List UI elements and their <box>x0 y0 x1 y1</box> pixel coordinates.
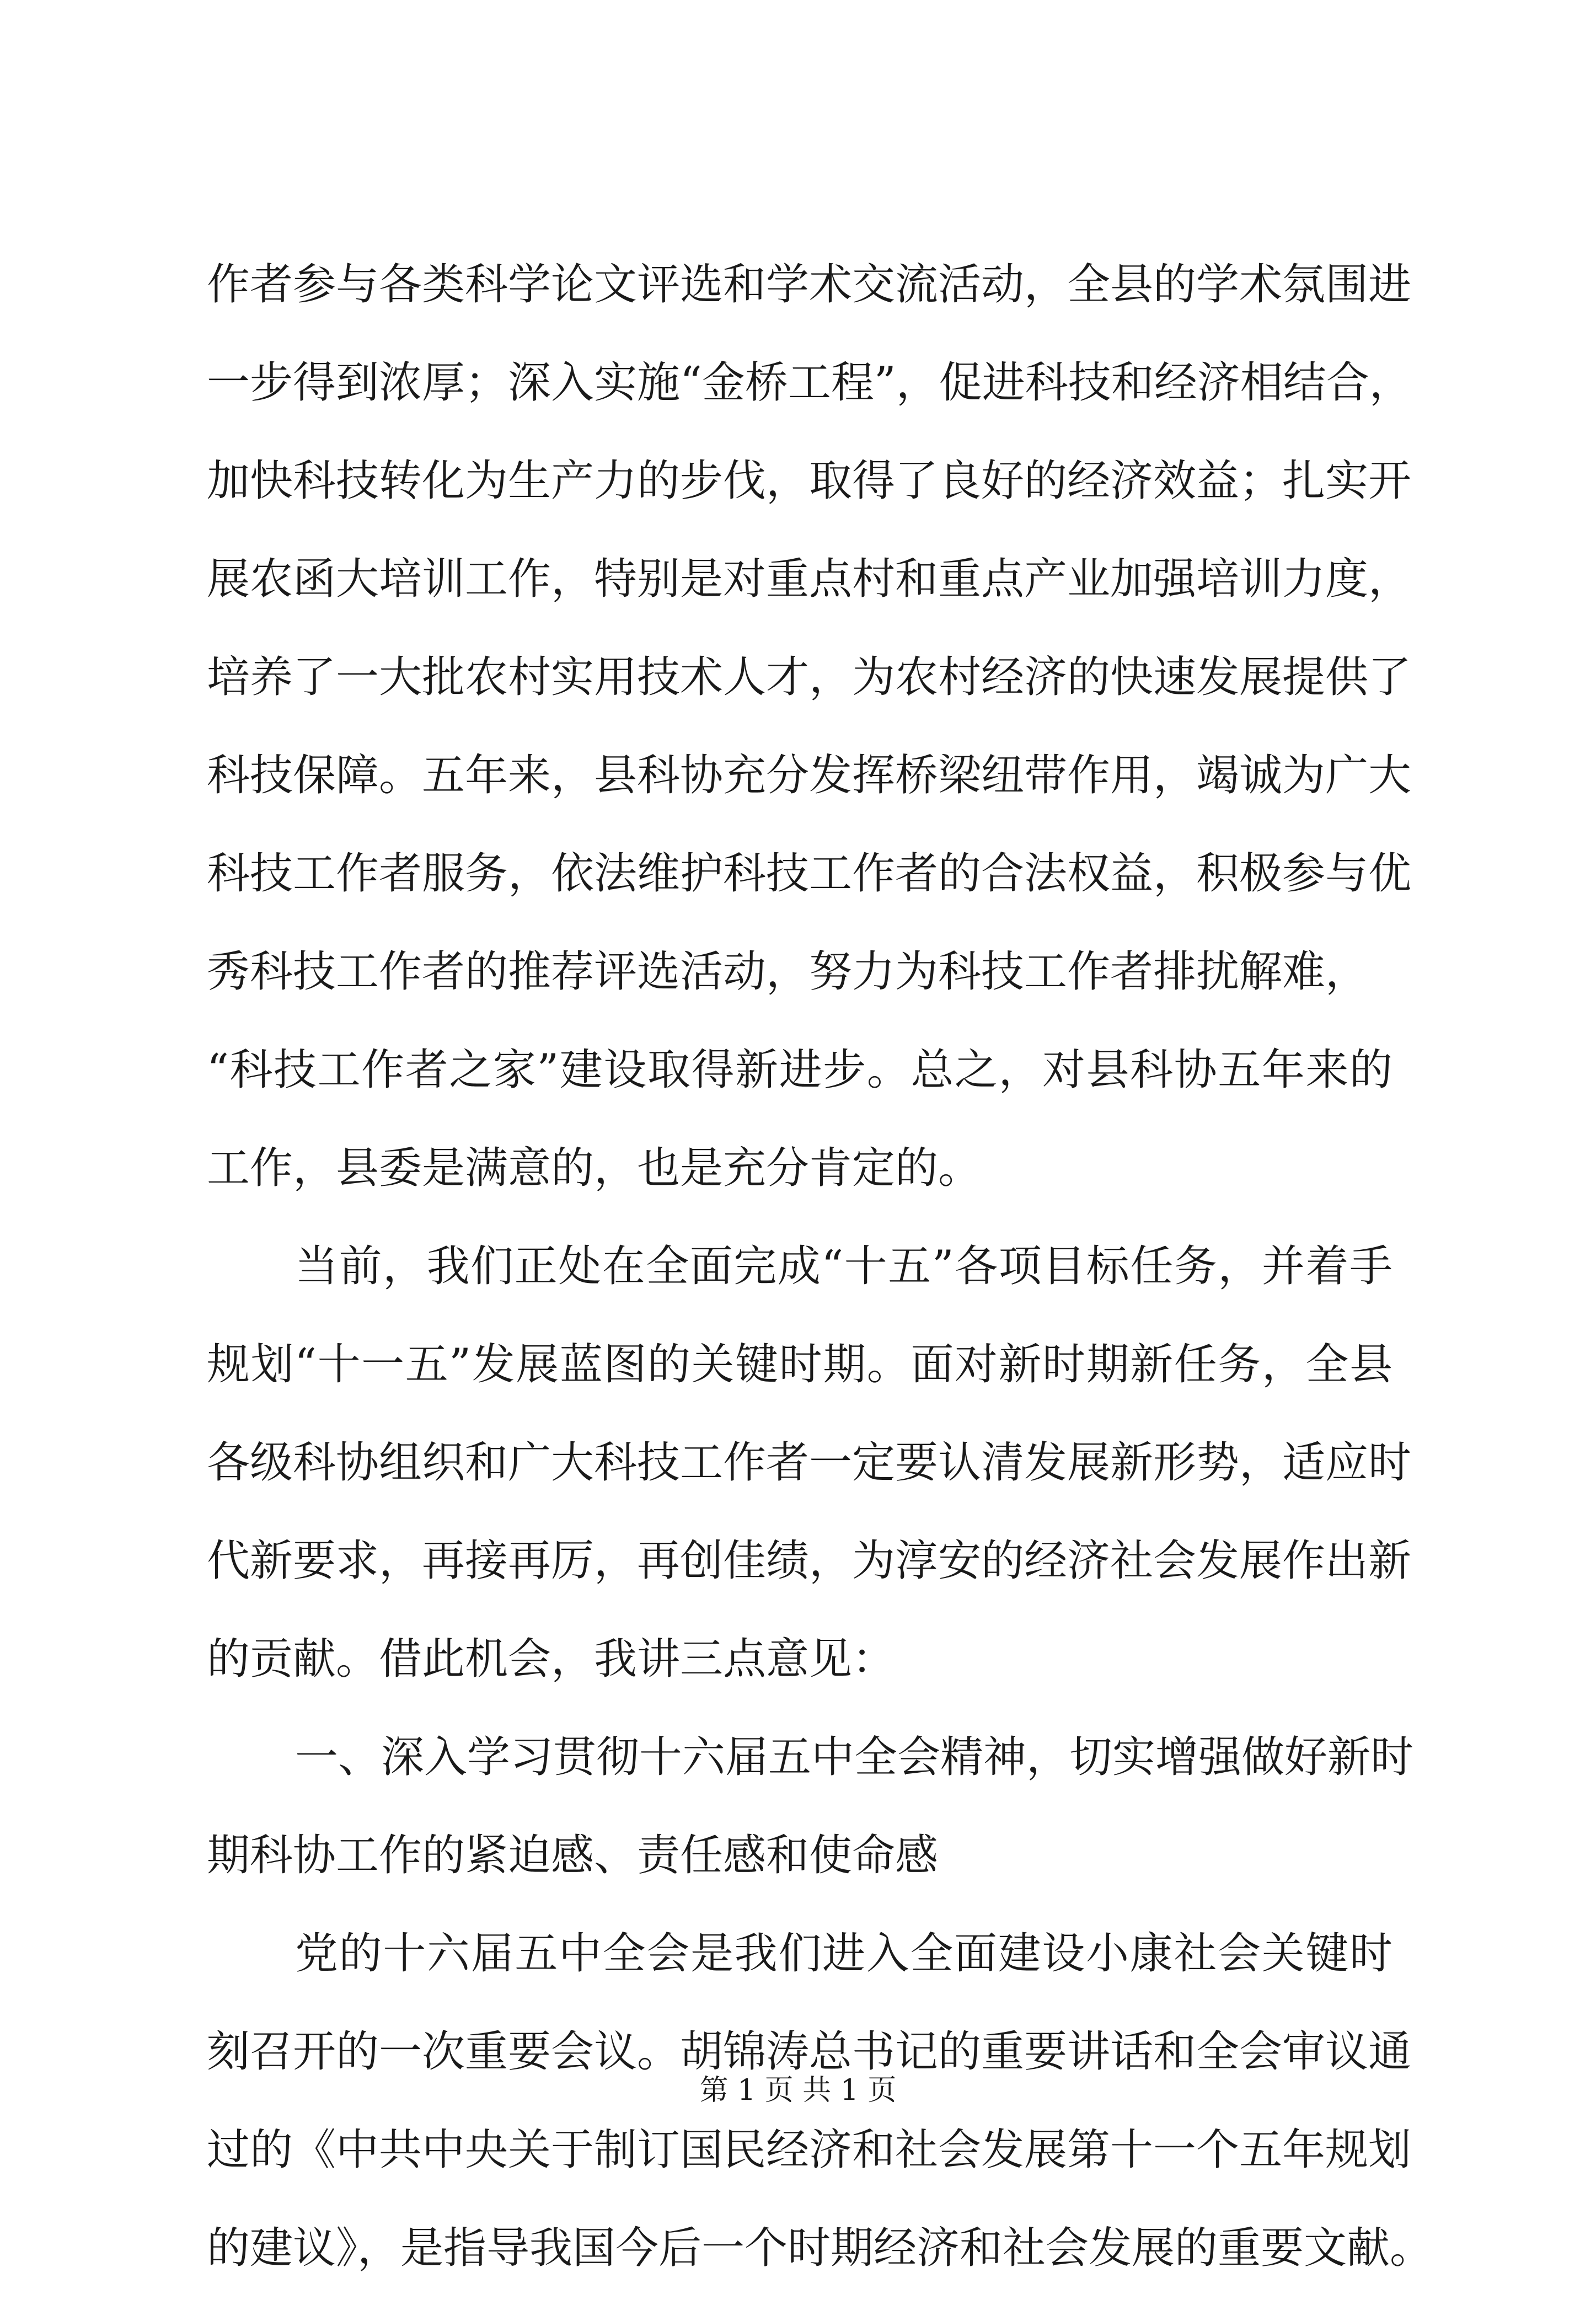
paragraph-1-line-3: 加快科技转化为生产力的步伐，取得了良好的经济效益；扎实开 <box>207 456 1412 506</box>
document-body <box>207 259 1433 2321</box>
paragraph-1-line-2: 一步得到浓厚；深入实施“金桥工程”，促进科技和经济相结合， <box>207 358 1412 408</box>
paragraph-4-line-2: 刻召开的一次重要会议。胡锦涛总书记的重要讲话和全会审议通 <box>207 2027 1412 2077</box>
paragraph-1-line-9: “科技工作者之家”建设取得新进步。总之，对县科协五年来的 <box>207 1045 1393 1095</box>
page-number-footer: 第 1 页 共 1 页 <box>699 2074 897 2107</box>
paragraph-4-line-1: 党的十六届五中全会是我们进入全面建设小康社会关键时 <box>295 1929 1393 1978</box>
section-heading-line-2: 期科协工作的紧迫感、责任感和使命感 <box>207 1831 939 1880</box>
paragraph-1-line-1: 作者参与各类科学论文评选和学术交流活动，全县的学术氛围进 <box>207 260 1412 309</box>
paragraph-1-line-8: 秀科技工作者的推荐评选活动，努力为科技工作者排扰解难， <box>207 947 1369 997</box>
section-heading-line-1: 一、深入学习贯彻十六届五中全会精神，切实增强做好新时 <box>295 1732 1414 1782</box>
paragraph-2-line-1: 当前，我们正处在全面完成“十五”各项目标任务，并着手 <box>295 1242 1393 1291</box>
paragraph-2-line-5: 的贡献。借此机会，我讲三点意见： <box>207 1634 896 1684</box>
paragraph-2-line-2: 规划“十一五”发展蓝图的关键时期。面对新时期新任务，全县 <box>207 1340 1393 1389</box>
paragraph-1-line-10: 工作，县委是满意的，也是充分肯定的。 <box>207 1143 982 1193</box>
paragraph-2-line-4: 代新要求，再接再厉，再创佳绩，为淳安的经济社会发展作出新 <box>207 1536 1412 1586</box>
paragraph-1-line-7: 科技工作者服务，依法维护科技工作者的合法权益，积极参与优 <box>207 849 1412 899</box>
paragraph-1-line-6: 科技保障。五年来，县科协充分发挥桥梁纽带作用，竭诚为广大 <box>207 751 1412 800</box>
paragraph-4-line-3: 过的《中共中央关于制订国民经济和社会发展第十一个五年规划 <box>207 2125 1412 2175</box>
paragraph-1-line-4: 展农函大培训工作，特别是对重点村和重点产业加强培训力度， <box>207 554 1412 604</box>
paragraph-4-line-4: 的建议》，是指导我国今后一个时期经济和社会发展的重要文献。 <box>207 2223 1433 2273</box>
paragraph-2-line-3: 各级科协组织和广大科技工作者一定要认清发展新形势，适应时 <box>207 1438 1412 1488</box>
paragraph-1-line-5: 培养了一大批农村实用技术人才，为农村经济的快速发展提供了 <box>207 653 1412 702</box>
